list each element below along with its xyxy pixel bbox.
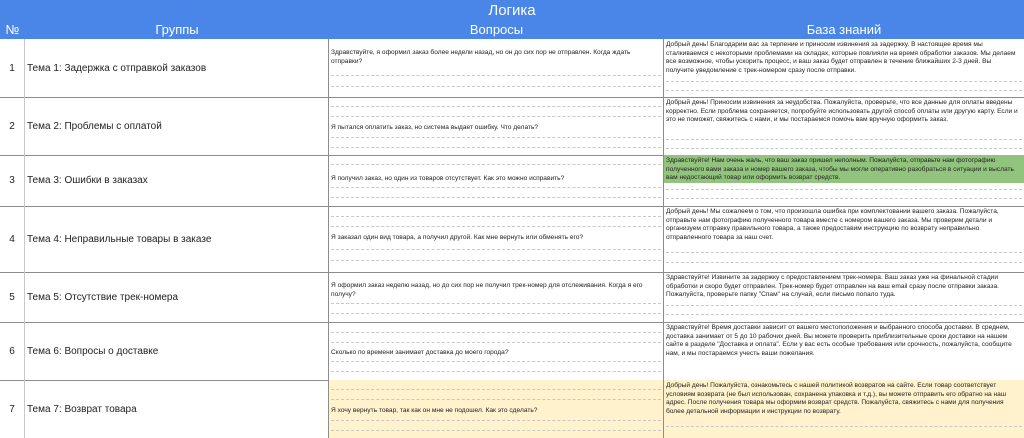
question-cell[interactable] [329,39,664,97]
table-row [0,272,1024,323]
header-knowledge[interactable]: База знаний [806,22,882,37]
divider [331,332,661,333]
question-cell[interactable] [329,97,664,155]
group-cell[interactable]: Тема 2: Проблемы с оплатой [25,97,329,155]
group-cell[interactable]: Тема 6: Вопросы о доставке [25,322,329,380]
divider [331,342,661,343]
divider [666,198,1022,199]
divider [331,249,661,250]
header-questions[interactable]: Вопросы [469,22,524,37]
table-row [0,155,1024,207]
divider [331,371,661,372]
divider [331,106,661,107]
divider [331,75,661,76]
question-text: Я заказал один вид товара, а получил другой. Как мне вернуть или обменять его? [331,234,584,241]
divider [666,148,1022,149]
divider [666,139,1022,140]
divider [331,361,661,362]
group-cell[interactable]: Тема 7: Возврат товара [25,380,329,438]
divider [666,90,1022,91]
header-num[interactable]: № [5,22,20,37]
question-text: Я оформил заказ неделю назад, но до сих пор не получил трек-номер для отслеживания. Когда я его получу? [331,282,643,298]
divider [331,313,661,314]
group-cell[interactable]: Тема 3: Ошибки в заказах [25,155,329,206]
divider [331,303,661,304]
divider [331,399,661,400]
question-text: Сколько по времени занимает доставка до моего города? [331,349,509,356]
row-number[interactable]: 5 [0,272,25,322]
divider [666,252,1022,253]
divider [331,226,661,227]
table-row [0,322,1024,381]
divider [666,81,1022,82]
table-row [0,97,1024,156]
header-row [0,21,1024,39]
answer-text: Здравствуйте! Извините за задержку с предоставлением трек-номера. Ваш заказ уже на финальной стадии обработки и скоро будет отправлен. Трек-номер будет отправлен на ваш email сразу после отправки заказа. Пожалуйста, проверьте папку "Спам" на случай, если письмо попало туда. [666,274,999,299]
sheet-title[interactable]: Логика [0,0,1024,21]
divider [331,164,661,165]
answer-cell[interactable] [664,322,1024,380]
answer-cell[interactable] [664,39,1024,97]
answer-text: Добрый день! Приносим извинения за неудобства. Пожалуйста, проверьте, что все данные для оплаты введены корректно. Если проблема сохраняется, попробуйте использовать другой способ оплаты или другую карту. Если и это не поможет, свяжитесь с нами, и мы постараемся помочь вам вручную оформить заказ. [666,99,1018,124]
answer-cell[interactable] [664,380,1024,438]
divider [666,305,1022,306]
question-text: Я пытался оплатить заказ, но система выдает ошибку. Что делать? [331,124,539,131]
answer-cell[interactable] [664,97,1024,155]
answer-cell[interactable] [664,206,1024,272]
question-cell[interactable] [329,322,664,380]
question-text: Здравствуйте, я оформил заказ более недели назад, но он до сих пор не отправлен. Когда ждать отправки? [331,49,631,65]
row-number[interactable]: 7 [0,380,25,438]
question-text: Я хочу вернуть товар, так как он мне не подошел. Как это сделать? [331,407,538,414]
group-cell[interactable]: Тема 4: Неправильные товары в заказе [25,206,329,272]
answer-text: Здравствуйте! Время доставки зависит от вашего местоположения и выбранного способа доставки. В среднем, доставка занимает от 5 до 10 рабочих дней. Вы можете проверить приблизительные сроки доставки на нашем сайте в разделе "Доставка и оплата". Если у вас есть особые требования или срочность, пожалуйста, сообщите нам, и мы постараемся учесть ваши пожелания. [666,324,1012,357]
row-number[interactable]: 3 [0,155,25,206]
answer-text: Добрый день! Пожалуйста, ознакомьтесь с нашей политикой возвратов на сайте. Если товар соответствует условиям возврата (не был использован, сохранена упаковка и т.д.), вы можете отправить его обратно на наш адрес. После получения товара мы оформим возврат средств. Пожалуйста, свяжитесь с нами для получения более детальной информации и инструкции по возврату. [666,382,1007,415]
question-cell[interactable] [329,380,664,438]
group-cell[interactable]: Тема 5: Отсутствие трек-номера [25,272,329,322]
divider [666,426,1022,427]
row-number[interactable]: 2 [0,97,25,155]
divider [331,216,661,217]
row-number[interactable]: 6 [0,322,25,380]
answer-cell[interactable] [664,272,1024,322]
divider [666,189,1022,190]
divider [331,389,661,390]
question-cell[interactable] [329,206,664,272]
row-number[interactable]: 4 [0,206,25,272]
table-row [0,39,1024,98]
table-row [0,380,1024,438]
divider [331,116,661,117]
group-cell[interactable]: Тема 1: Задержка с отправкой заказов [25,39,329,97]
divider [331,197,661,198]
answer-cell[interactable] [664,155,1024,206]
divider [331,147,661,148]
question-text: Я получил заказ, но один из товаров отсутствует. Как это можно исправить? [331,175,565,182]
question-cell[interactable] [329,155,664,206]
table-row [0,206,1024,273]
divider [666,314,1022,315]
divider [331,430,661,431]
divider [666,262,1022,263]
divider [331,260,661,261]
divider [331,420,661,421]
divider [331,137,661,138]
divider [331,86,661,87]
question-cell[interactable] [329,272,664,322]
answer-text: Здравствуйте! Нам очень жаль, что ваш заказ пришел неполным. Пожалуйста, отправьте нам фотографию полученного вами заказа и номер вашего заказа, чтобы мы могли оперативно разобраться в ситуации и выслать вам недостающий товар или оформить возврат средств. [666,157,1014,182]
answer-text: Добрый день! Мы сожалеем о том, что произошла ошибка при комплектовании вашего заказа. Пожалуйста, отправьте нам фотографию полученного товара вместе с номером вашего заказа. Мы проверим детали и организуем отправку правильного товара, а также предоставим инструкцию по возврату неправильно отправленного товара за наш счет. [666,208,999,241]
divider [331,187,661,188]
row-number[interactable]: 1 [0,39,25,97]
header-groups[interactable]: Группы [155,22,199,37]
answer-text: Добрый день! Благодарим вас за терпение и приносим извинения за задержку. В настоящее время мы сталкиваемся с некоторыми проблемами на складах, которые повлияли на время обработки заказов. Мы делаем все возможное, чтобы ускорить процесс, и ваш заказ будет отправлен в течение ближайших 2-3 дней. Вы получите уведомление с трек-номером сразу после отправки. [666,41,1016,74]
